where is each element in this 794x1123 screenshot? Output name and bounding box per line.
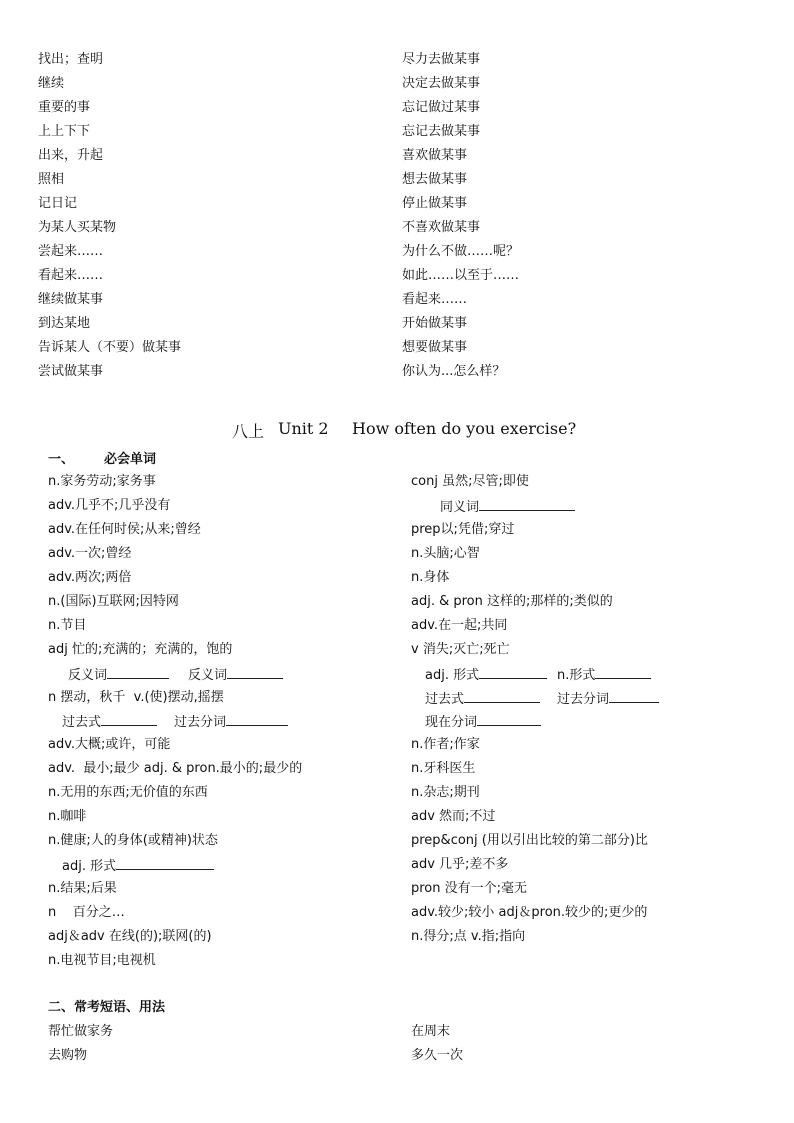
past-tense-label: 过去式 (425, 692, 465, 707)
present-participle-field (425, 713, 541, 731)
word-item: adv.在一起;共同 (411, 618, 508, 633)
phrase-item: 看起来…… (402, 292, 468, 307)
answer-blank[interactable] (464, 690, 540, 703)
phrase-item: 上上下下 (38, 124, 91, 139)
section-heading: 必会单词 (104, 452, 157, 467)
word-item: n.咖啡 (48, 809, 87, 824)
answer-blank[interactable] (107, 666, 169, 679)
word-item: adv.大概;或许，可能 (48, 737, 171, 752)
phrase-item: 为什么不做……呢？ (402, 244, 520, 259)
word-item: adv 几乎;差不多 (411, 857, 509, 872)
word-item: n.牙科医生 (411, 761, 476, 776)
noun-form-field (557, 666, 651, 684)
phrase-item: 尝起来…… (38, 244, 104, 259)
phrase-item: 为某人买某物 (38, 220, 117, 235)
past-participle-label: 过去分词 (174, 715, 227, 730)
phrase-item: 尝试做某事 (38, 364, 104, 379)
antonym-label: 反义词 (68, 668, 108, 683)
word-item: pron 没有一个;毫无 (411, 881, 528, 896)
phrase-item: 看起来…… (38, 268, 104, 283)
past-tense-field (425, 690, 540, 708)
word-item: adv.几乎不;几乎没有 (48, 498, 171, 513)
section-number: 一、 (48, 452, 75, 467)
past-tense-field (62, 713, 157, 731)
phrase-item: 在周末 (411, 1024, 451, 1039)
phrase-item: 记日记 (38, 196, 78, 211)
word-item: n.节目 (48, 618, 87, 633)
word-item: n.健康;人的身体(或精神)状态 (48, 833, 218, 848)
word-item: conj 虽然;尽管;即使 (411, 474, 529, 489)
phrase-item: 你认为...怎么样？ (402, 364, 506, 379)
phrase-item: 出来，升起 (38, 148, 104, 163)
adj-form-field (425, 666, 547, 684)
past-participle-field (557, 690, 659, 708)
answer-blank[interactable] (479, 666, 547, 679)
word-item: n 摆动，秋千 v.(使)摆动,摇摆 (48, 690, 224, 705)
phrase-item: 忘记去做某事 (402, 124, 481, 139)
word-item: adv.一次;曾经 (48, 546, 132, 561)
phrase-item: 不喜欢做某事 (402, 220, 481, 235)
word-item: adv.在任何时侯;从来;曾经 (48, 522, 201, 537)
synonym-field (440, 498, 575, 516)
word-item: adj＆adv 在线(的);联网(的) (48, 929, 212, 944)
adj-form-label: adj. 形式 (62, 859, 117, 874)
phrase-item: 重要的事 (38, 100, 91, 115)
phrase-item: 告诉某人（不要）做某事 (38, 340, 182, 355)
adj-form-field (62, 857, 214, 875)
past-participle-field (174, 713, 288, 731)
answer-blank[interactable] (101, 713, 157, 726)
word-item: n.(国际)互联网;因特网 (48, 594, 179, 609)
word-item: n.家务劳动;家务事 (48, 474, 156, 489)
phrase-item: 决定去做某事 (402, 76, 481, 91)
word-item: n.头脑;心智 (411, 546, 480, 561)
word-item: n.作者;作家 (411, 737, 480, 752)
answer-blank[interactable] (595, 666, 651, 679)
answer-blank[interactable] (609, 690, 659, 703)
past-tense-label: 过去式 (62, 715, 102, 730)
antonym-label: 反义词 (188, 668, 228, 683)
phrase-item: 喜欢做某事 (402, 148, 468, 163)
word-item: n 百分之… (48, 905, 125, 920)
phrase-item: 继续 (38, 76, 65, 91)
phrase-item: 想要做某事 (402, 340, 468, 355)
word-item: adj. & pron 这样的;那样的;类似的 (411, 594, 613, 609)
answer-blank[interactable] (479, 498, 575, 511)
phrase-item: 到达某地 (38, 316, 91, 331)
word-item: adv.两次;两倍 (48, 570, 132, 585)
answer-blank[interactable] (227, 666, 283, 679)
answer-blank[interactable] (477, 713, 541, 726)
noun-form-label: n.形式 (557, 668, 596, 683)
phrase-item: 开始做某事 (402, 316, 468, 331)
phrase-item: 如此……以至于…… (402, 268, 520, 283)
word-item: n.电视节目;电视机 (48, 953, 156, 968)
phrase-item: 多久一次 (411, 1048, 464, 1063)
word-item: n.得分;点 v.指;指向 (411, 929, 526, 944)
phrase-item: 尽力去做某事 (402, 52, 481, 67)
antonym-field (68, 666, 169, 684)
phrase-item: 继续做某事 (38, 292, 104, 307)
present-participle-label: 现在分词 (425, 715, 478, 730)
word-item: adj 忙的;充满的；充满的，饱的 (48, 642, 233, 657)
answer-blank[interactable] (226, 713, 288, 726)
word-item: adv 然而;不过 (411, 809, 496, 824)
word-item: n.结果;后果 (48, 881, 117, 896)
word-item: prep&conj (用以引出比较的第二部分)比 (411, 833, 648, 848)
word-item: v 消失;灭亡;死亡 (411, 642, 510, 657)
phrase-item: 停止做某事 (402, 196, 468, 211)
word-item: n.无用的东西;无价值的东西 (48, 785, 208, 800)
section-heading: 二、常考短语、用法 (48, 1000, 166, 1015)
adj-form-label: adj. 形式 (425, 668, 480, 683)
word-item: adv.较少;较小 adj＆pron.较少的;更少的 (411, 905, 648, 920)
word-item: n.身体 (411, 570, 450, 585)
answer-blank[interactable] (116, 857, 214, 870)
word-item: adv. 最小;最少 adj. & pron.最小的;最少的 (48, 761, 303, 776)
word-item: n.杂志;期刊 (411, 785, 480, 800)
unit-grade: 八上 (232, 422, 265, 441)
phrase-item: 帮忙做家务 (48, 1024, 114, 1039)
past-participle-label: 过去分词 (557, 692, 610, 707)
phrase-item: 找出；查明 (38, 52, 104, 67)
unit-question: How often do you exercise? (352, 419, 577, 438)
phrase-item: 想去做某事 (402, 172, 468, 187)
phrase-item: 忘记做过某事 (402, 100, 481, 115)
word-item: prep以;凭借;穿过 (411, 522, 515, 537)
antonym-field (188, 666, 283, 684)
phrase-item: 去购物 (48, 1048, 88, 1063)
unit-number: Unit 2 (278, 419, 329, 438)
phrase-item: 照相 (38, 172, 65, 187)
synonym-label: 同义词 (440, 500, 480, 515)
